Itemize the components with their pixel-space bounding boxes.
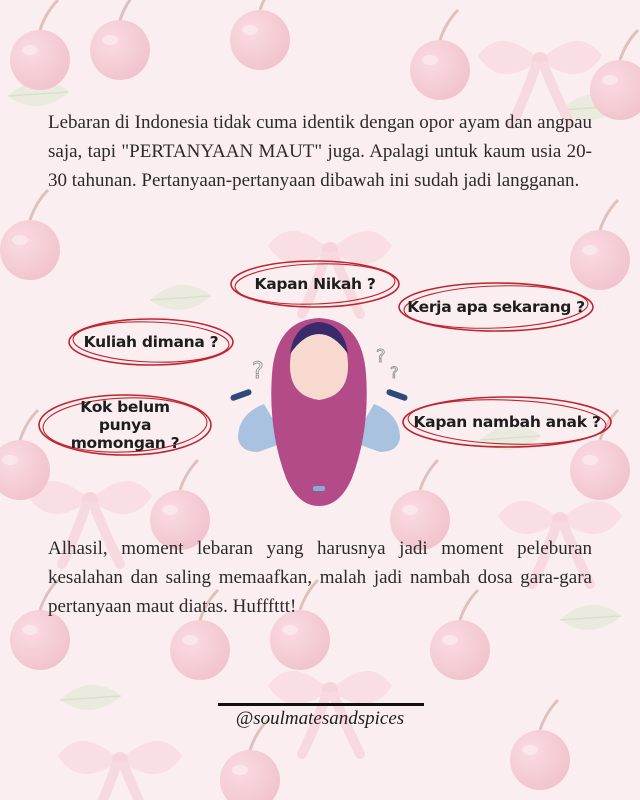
question-kerja-apa-sekarang: [396, 280, 596, 334]
intro-paragraph: Lebaran di Indonesia tidak cuma identik dengan opor ayam dan angpau saja, tapi "PERTANYAAN MAUT" juga. Apalagi untuk kaum usia 20-30 tahunan. Pertanyaan-pertanyaan dibawah ini sudah jadi langganan.: [48, 112, 592, 191]
question-mark-icon: ?: [252, 359, 264, 384]
question-kuliah-dimana: [66, 316, 236, 368]
divider-line: [218, 703, 424, 706]
question-label: Kuliah dimana ?: [83, 333, 219, 351]
question-label: Kapan nambah anak ?: [413, 413, 601, 431]
hijab-woman-illustration: [224, 310, 414, 510]
question-mark-icon: ?: [376, 346, 386, 367]
social-handle: @soulmatesandspices: [235, 708, 405, 729]
question-mark-icon: ?: [390, 363, 399, 382]
outro-paragraph: Alhasil, moment lebaran yang harusnya jadi moment peleburan kesalahan dan saling memaafkan, malah jadi nambah dosa gara-gara pertanyaan maut diatas. Hufffttt!: [48, 538, 592, 617]
question-kapan-nikah: [228, 258, 402, 310]
question-kok-belum-punya-momongan: [36, 392, 214, 458]
question-label: Kapan Nikah ?: [254, 275, 376, 293]
question-kapan-nambah-anak: [400, 394, 614, 450]
question-label: Kerja apa sekarang ?: [407, 298, 585, 316]
question-label: Kok belum punya momongan ?: [70, 398, 180, 452]
